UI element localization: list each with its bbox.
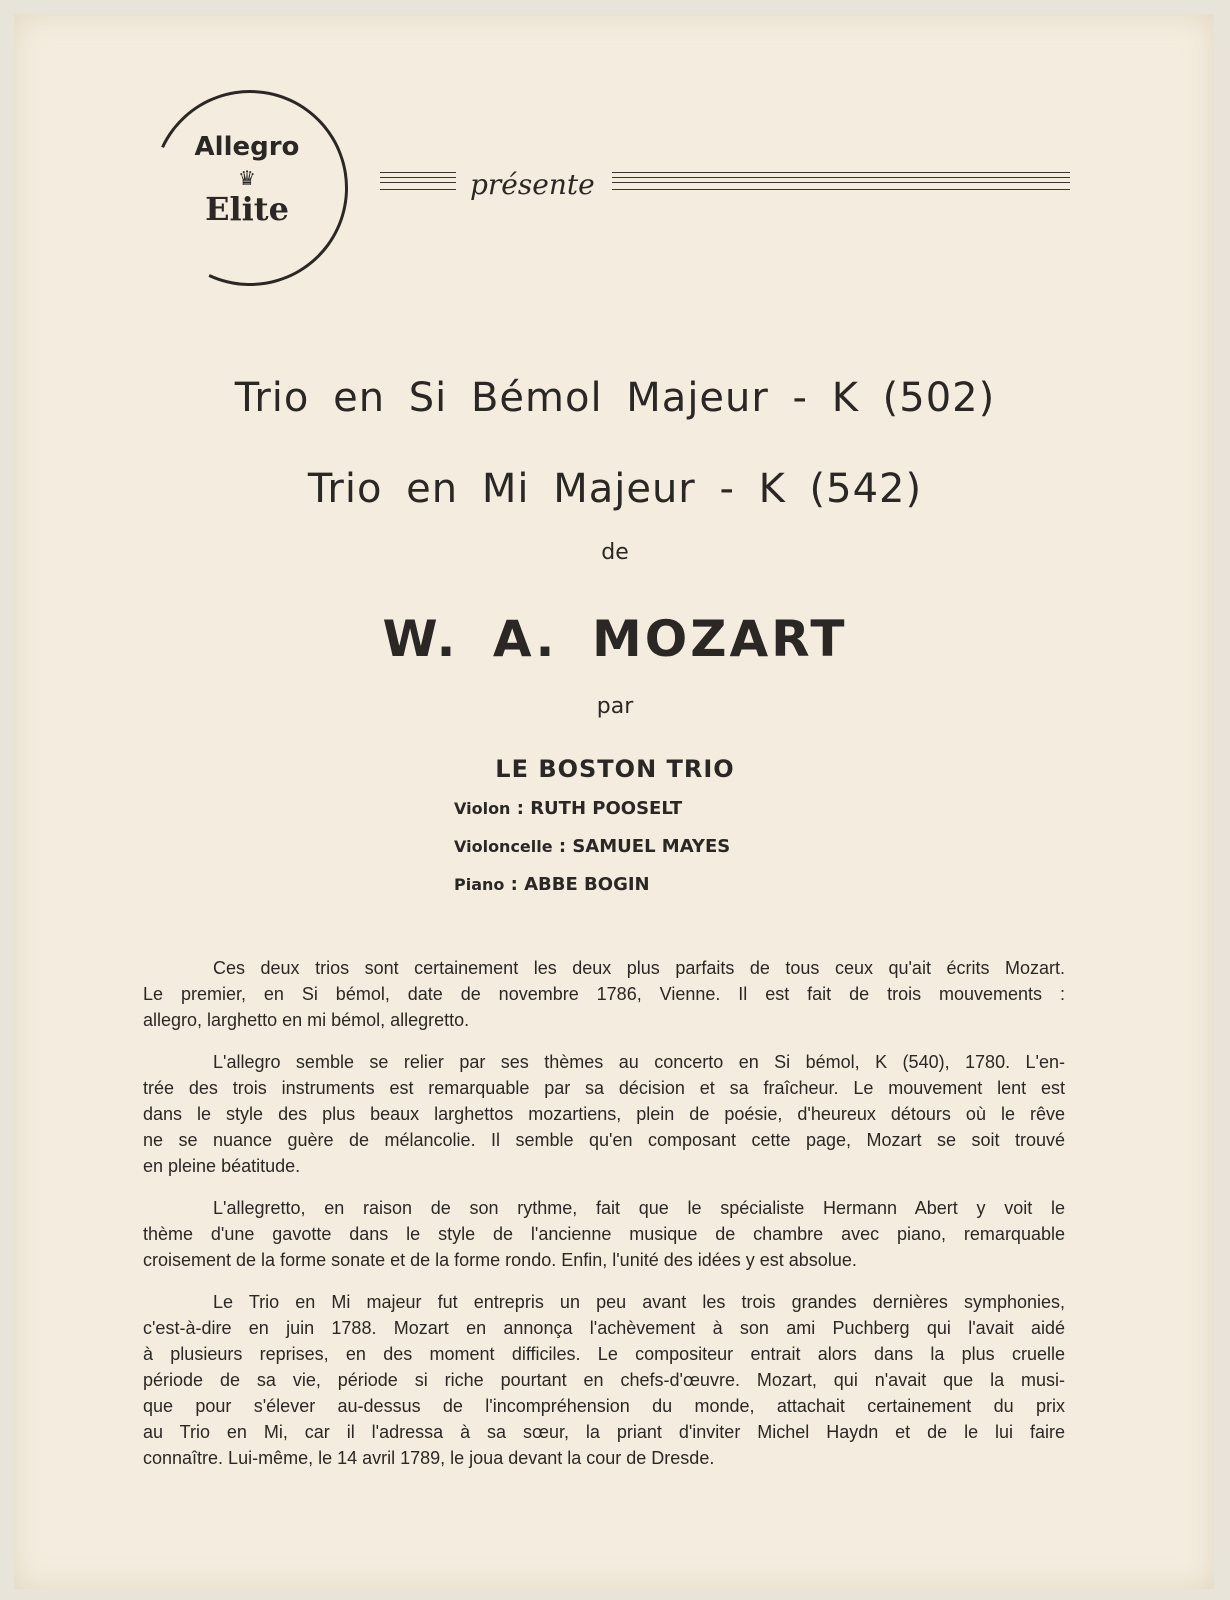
paragraph-line: connaître. Lui-même, le 14 avril 1789, le joua devant la cour de Dresde. xyxy=(143,1448,715,1468)
paragraph-line: L'allegro semble se relier par ses thèmes au concerto en Si bémol, K (540), 1780. L'en- xyxy=(213,1052,1065,1072)
paragraph-line: trée des trois instruments est remarquable par sa décision et sa fraîcheur. Le mouvement lent est xyxy=(143,1078,1065,1098)
paragraph-line: que pour s'élever au-dessus de l'incompréhension du monde, attachait certainement du prix xyxy=(143,1396,1065,1416)
paragraph-line: c'est-à-dire en juin 1788. Mozart en annonça l'achèvement à son ami Puchberg qui l'avait aidé xyxy=(143,1318,1065,1338)
member-name: ABBE BOGIN xyxy=(524,874,650,895)
member-role: Piano xyxy=(454,875,505,894)
member-violin xyxy=(454,798,730,836)
separator: : xyxy=(504,874,525,895)
body-text xyxy=(143,955,1065,1487)
paragraph-line: à plusieurs reprises, en des moment difficiles. Le compositeur entrait alors dans la plus cruelle xyxy=(143,1344,1065,1364)
crown-icon: ♛ xyxy=(238,166,256,190)
paragraph-line: Ces deux trios sont certainement les deux plus parfaits de tous ceux qu'ait écrits Mozart. xyxy=(213,958,1065,978)
paragraph-line: Le premier, en Si bémol, date de novembre 1786, Vienne. Il est fait de trois mouvements : xyxy=(143,984,1065,1004)
separator: : xyxy=(552,836,573,857)
separator: : xyxy=(510,798,531,819)
member-name: RUTH POOSELT xyxy=(530,798,683,819)
de-text: de xyxy=(601,540,629,565)
title-trio-502: Trio en Si Bémol Majeur - K (502) xyxy=(234,375,996,421)
paragraph xyxy=(143,955,1065,1033)
decorative-rule-right xyxy=(612,172,1070,190)
paragraph xyxy=(143,1289,1065,1471)
paragraph xyxy=(143,1049,1065,1179)
paragraph-line: ne se nuance guère de mélancolie. Il semble qu'en composant cette page, Mozart se soit trouvé xyxy=(143,1130,1065,1150)
member-role: Violon xyxy=(454,799,511,818)
title-trio-542: Trio en Mi Majeur - K (542) xyxy=(307,466,923,512)
paragraph xyxy=(143,1195,1065,1273)
logo-text-elite: Elite xyxy=(205,190,289,228)
member-cello xyxy=(454,836,730,874)
par-text: par xyxy=(596,694,634,719)
ensemble-name: LE BOSTON TRIO xyxy=(495,755,735,783)
member-piano xyxy=(454,874,730,912)
paragraph-line: période de sa vie, période si riche pourtant en chefs-d'œuvre. Mozart, qui n'avait que la musi- xyxy=(143,1370,1065,1390)
paragraph-line: Le Trio en Mi majeur fut entrepris un peu avant les trois grandes dernières symphonies, xyxy=(213,1292,1065,1312)
decorative-rule-left xyxy=(380,172,456,190)
composer-name: W. A. MOZART xyxy=(382,610,848,668)
paragraph-line: thème d'une gavotte dans le style de l'ancienne musique de chambre avec piano, remarquable xyxy=(143,1224,1065,1244)
presente-text: présente xyxy=(470,168,595,201)
paragraph-line: L'allegretto, en raison de son rythme, fait que le spécialiste Hermann Abert y voit le xyxy=(213,1198,1065,1218)
member-name: SAMUEL MAYES xyxy=(572,836,731,857)
members-list xyxy=(454,798,730,912)
paragraph-line: au Trio en Mi, car il l'adressa à sa sœur, la priant d'inviter Michel Haydn et de le lui faire xyxy=(143,1422,1065,1442)
paragraph-line: en pleine béatitude. xyxy=(143,1156,301,1176)
member-role: Violoncelle xyxy=(454,837,553,856)
allegro-elite-logo xyxy=(152,90,342,280)
paragraph-line: allegro, larghetto en mi bémol, allegretto. xyxy=(143,1010,470,1030)
paragraph-line: dans le style des plus beaux larghettos mozartiens, plein de poésie, d'heureux détours où le rêve xyxy=(143,1104,1065,1124)
logo-text-allegro: Allegro xyxy=(194,132,300,162)
paragraph-line: croisement de la forme sonate et de la forme rondo. Enfin, l'unité des idées y est absolue. xyxy=(143,1250,857,1270)
